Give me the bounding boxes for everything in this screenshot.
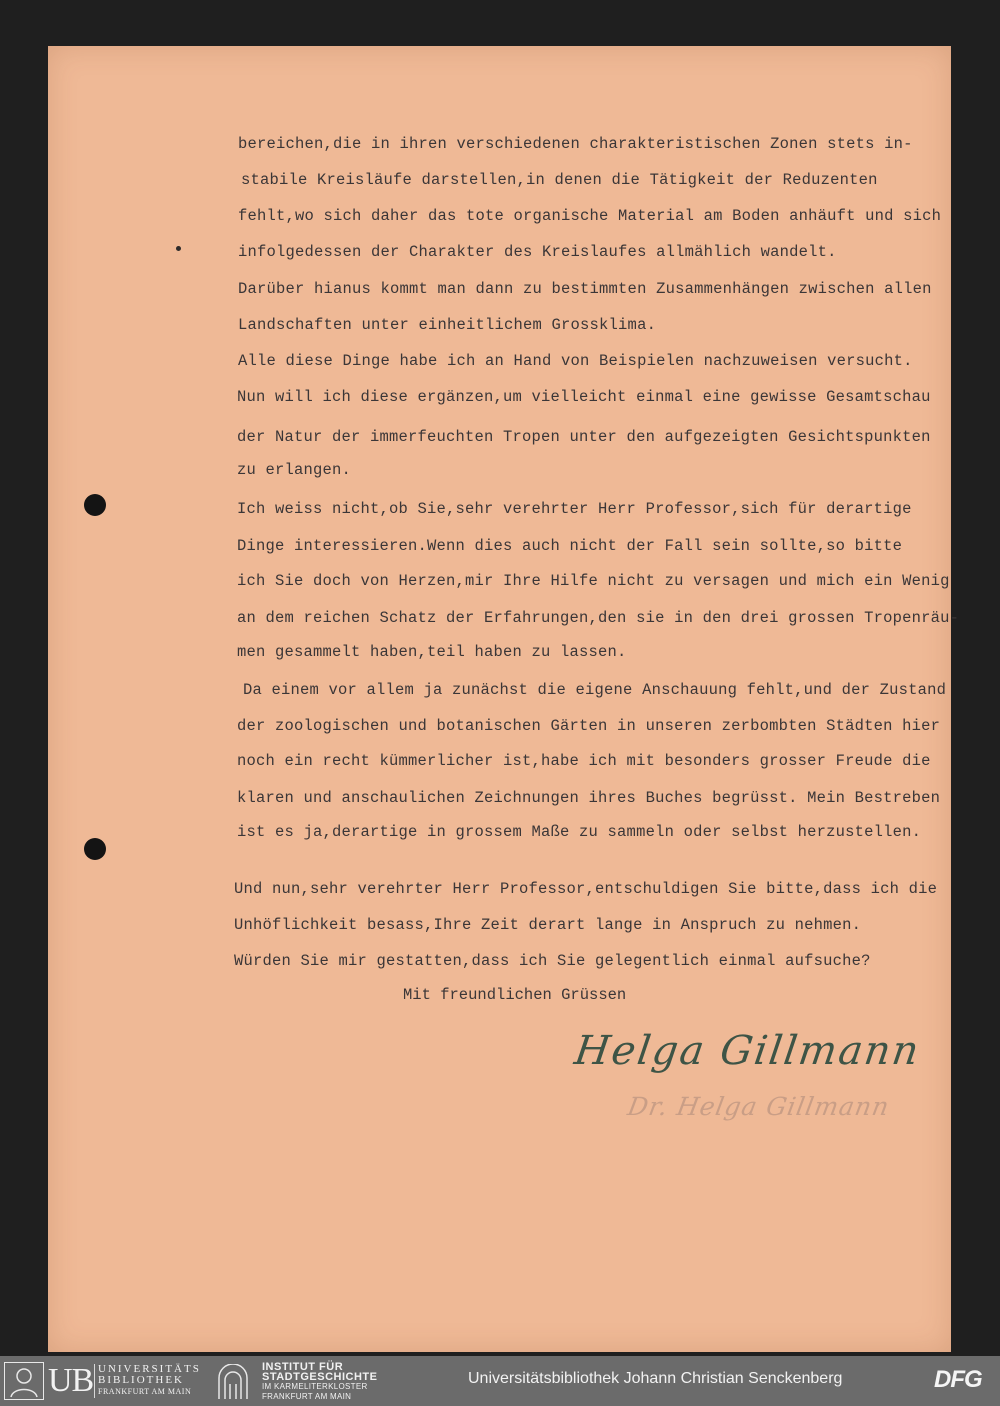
letter-line: Alle diese Dinge habe ich an Hand von Beispielen nachzuweisen versucht.: [238, 352, 913, 370]
letter-line: Da einem vor allem ja zunächst die eigene Anschauung fehlt,und der Zustand: [243, 681, 947, 699]
isg-arch-logo-icon: [215, 1364, 251, 1400]
signature-pencil-note: Dr. Helga Gillmann: [625, 1092, 892, 1121]
letter-line: noch ein recht kümmerlicher ist,habe ich mit besonders grosser Freude die: [237, 752, 931, 770]
handwritten-signature: Helga Gillmann: [571, 1028, 924, 1074]
letter-line: Landschaften unter einheitlichem Grossklima.: [238, 316, 657, 334]
letter-line: ich Sie doch von Herzen,mir Ihre Hilfe nicht zu versagen und mich ein Wenig: [237, 572, 950, 590]
letter-line: zu erlangen.: [237, 461, 352, 479]
letter-line: Nun will ich diese ergänzen,um vielleicht einmal eine gewisse Gesamtschau: [237, 388, 931, 406]
ub-portrait-logo-icon: [4, 1362, 44, 1400]
isg-line-2: STADTGESCHICHTE: [262, 1371, 378, 1383]
letter-line: men gesammelt haben,teil haben zu lassen.: [237, 643, 627, 661]
letter-line: klaren und anschaulichen Zeichnungen ihres Buches begrüsst. Mein Bestreben: [237, 789, 941, 807]
letter-line: stabile Kreisläufe darstellen,in denen die Tätigkeit der Reduzenten: [241, 171, 878, 189]
letter-line: infolgedessen der Charakter des Kreislaufes allmählich wandelt.: [238, 243, 837, 261]
letter-line: an dem reichen Schatz der Erfahrungen,den sie in den drei grossen Tropenräu-: [237, 609, 960, 627]
ub-logo-letters: UB: [48, 1362, 94, 1399]
ub-logo-text: [98, 1364, 201, 1397]
letter-line: Ich weiss nicht,ob Sie,sehr verehrter Herr Professor,sich für derartige: [237, 500, 912, 518]
library-name: Universitätsbibliothek Johann Christian Senckenberg: [468, 1370, 843, 1387]
letter-line: Unhöflichkeit besass,Ihre Zeit derart lange in Anspruch zu nehmen.: [234, 916, 862, 934]
letter-line: Darüber hianus kommt man dann zu bestimmten Zusammenhängen zwischen allen: [238, 280, 932, 298]
isg-logo-text: [262, 1362, 377, 1402]
letter-line: Dinge interessieren.Wenn dies auch nicht der Fall sein sollte,so bitte: [237, 537, 903, 555]
isg-line-1: INSTITUT FÜR: [262, 1361, 344, 1373]
isg-line-4: FRANKFURT AM MAIN: [262, 1392, 352, 1401]
dfg-logo: DFG: [934, 1366, 982, 1393]
logo-divider: [94, 1364, 95, 1398]
footer-bar: [0, 1356, 1000, 1406]
ub-line-3: FRANKFURT AM MAIN: [98, 1387, 192, 1396]
ub-line-1: UNIVERSITÄTS: [98, 1363, 201, 1375]
letter-closing: Mit freundlichen Grüssen: [403, 986, 627, 1004]
isg-line-3: IM KARMELITERKLOSTER: [262, 1382, 368, 1391]
ub-line-2: BIBLIOTHEK: [98, 1374, 184, 1386]
letter-line: der Natur der immerfeuchten Tropen unter den aufgezeigten Gesichtspunkten: [237, 428, 931, 446]
letter-line: der zoologischen und botanischen Gärten in unseren zerbombten Städten hier: [237, 717, 941, 735]
letter-line: bereichen,die in ihren verschiedenen charakteristischen Zonen stets in-: [238, 135, 913, 153]
letter-line: ist es ja,derartige in grossem Maße zu sammeln oder selbst herzustellen.: [237, 823, 922, 841]
letter-line: Würden Sie mir gestatten,dass ich Sie gelegentlich einmal aufsuche?: [234, 952, 871, 970]
letter-line: Und nun,sehr verehrter Herr Professor,entschuldigen Sie bitte,dass ich die: [234, 880, 938, 898]
letter-line: fehlt,wo sich daher das tote organische Material am Boden anhäuft und sich: [238, 207, 942, 225]
